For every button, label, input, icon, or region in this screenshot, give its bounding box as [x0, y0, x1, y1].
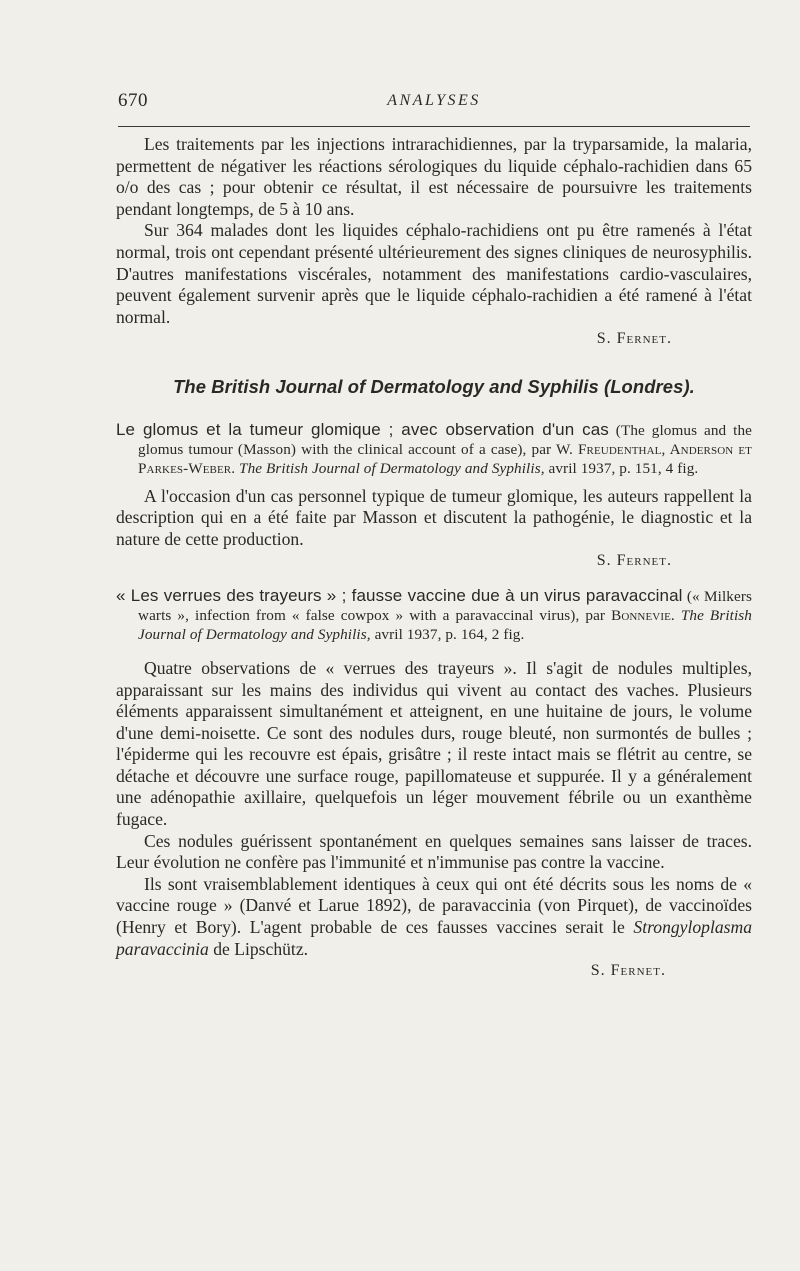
article-authors: Bonnevie.: [611, 606, 675, 624]
journal-heading: The British Journal of Dermatology and Syphilis (Londres).: [173, 375, 695, 397]
paragraph: Les traitements par les injections intrarachidiennes, par la tryparsamide, la malaria, permettent de négativer les réactions sérologiques du liquide céphalo-rachidien dans 65 o/o des cas ; pour obtenir ce résultat, il est nécessaire de poursuivre les traitements pendant longtemps, de 5 à 10 ans.: [116, 134, 752, 219]
article-heading: [116, 420, 752, 478]
article-citation: avril 1937, p. 164, 2 fig.: [370, 625, 525, 643]
article-title: « Les verrues des trayeurs » ; fausse vaccine due à un virus paravaccinal: [116, 585, 683, 605]
article-english-title: (The glomus and the glomus tumour (Masson) with the clinical account of a case), par W.: [138, 421, 752, 458]
signature: S. Fernet.: [596, 552, 672, 570]
paragraph: [116, 874, 752, 960]
paragraph: Ces nodules guérissent spontanément en quelques semaines sans laisser de traces. Leur évolution ne confère pas l'immunité et n'immunise pas contre la vaccine.: [116, 830, 752, 873]
article-english-title: (« Milkers warts », infection from « false cowpox » with a paravaccinal virus), par: [138, 587, 753, 624]
article-citation: avril 1937, p. 151, 4 fig.: [544, 459, 699, 477]
article-title: Le glomus et la tumeur glomique ; avec observation d'un cas: [116, 419, 609, 439]
paragraph: Sur 364 malades dont les liquides céphalo-rachidiens ont pu être ramenés à l'état normal, trois ont cependant présenté ultérieurement des signes cliniques de neurosyphilis. D'autres manifestations viscérales, notamment des manifestations cardio-vasculaires, peuvent également survenir après que le liquide céphalo-rachidien a été ramené à l'état normal.: [116, 220, 752, 327]
paragraph-text: de Lipschütz.: [208, 938, 309, 959]
species-name: Strongyloplasma paravaccinia: [116, 917, 752, 959]
paragraph-text: Ils sont vraisemblablement identiques à ceux qui ont été décrits sous les noms de « vaccine rouge » (Danvé et Larue 1892), de paravaccinia (von Pirquet), de vaccinoïdes (Henry et Bory). L'agent probable de ces fausses vaccines serait le: [116, 873, 752, 938]
article-heading: [116, 586, 752, 644]
page-header: [118, 90, 750, 120]
paragraph: A l'occasion d'un cas personnel typique de tumeur glomique, les auteurs rappellent la description qui en a été faite par Masson et discutent la pathogénie, le diagnostic et la nature de cette production.: [116, 485, 752, 549]
page-number: 670: [118, 90, 148, 111]
article-journal: The British Journal of Dermatology and Syphilis,: [138, 606, 752, 643]
paragraph: Quatre observations de « verrues des trayeurs ». Il s'agit de nodules multiples, apparaissant sur les mains des individus qui vivent au contact des vaches. Plusieurs éléments apparaissent simultanément et atteignent, en une huitaine de jours, le volume d'une demi-noisette. Ce sont des nodules durs, rouge bleuté, non surmontés de bulles ; l'épiderme qui les recouvre est épais, grisâtre ; il reste intact mais se flétrit au centre, se détache et découvre une surface rouge, papillomateuse et suppurée. Il y a généralement une adénopathie axillaire, quelquefois un léger mouvement fébrile ou un exanthème fugace.: [116, 657, 752, 830]
header-rule: [118, 126, 750, 127]
running-head: ANALYSES: [387, 92, 481, 109]
body-text: [116, 134, 752, 982]
article-authors: Freudenthal, Anderson et Parkes-Weber.: [138, 440, 752, 477]
signature: S. Fernet.: [590, 962, 666, 980]
signature: S. Fernet.: [596, 330, 672, 348]
article-journal: The British Journal of Dermatology and Syphilis,: [235, 459, 545, 477]
